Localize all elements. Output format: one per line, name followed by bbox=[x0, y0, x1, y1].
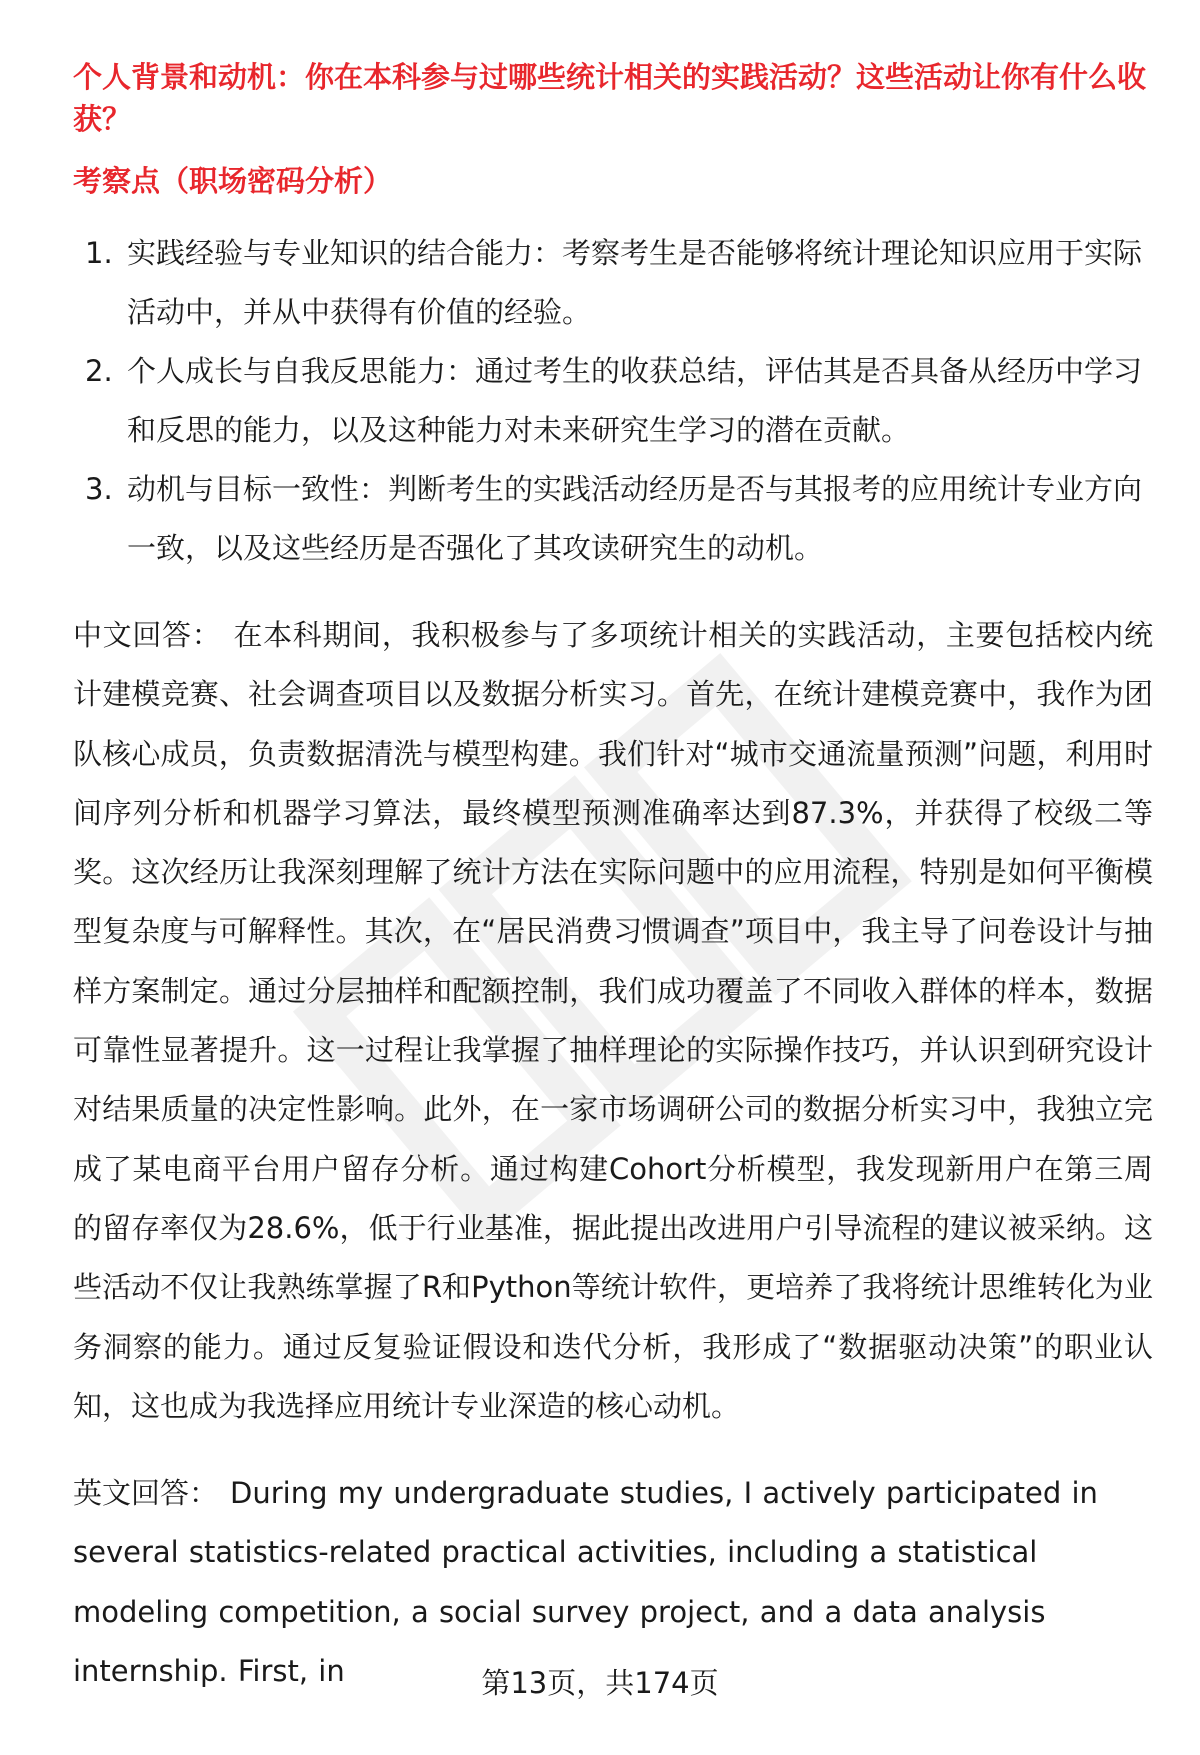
english-answer-text: During my undergraduate studies, I actively participated in several statistics-related practical activities, including a statistical modeling competition, a social survey project, and a data analysis internship. First, in bbox=[73, 1476, 1098, 1689]
list-item bbox=[73, 224, 1153, 342]
list-item-text: 个人成长与自我反思能力：通过考生的收获总结，评估其是否具备从经历中学习和反思的能力，以及这种能力对未来研究生学习的潜在贡献。 bbox=[127, 354, 1143, 447]
list-item bbox=[73, 460, 1153, 578]
question-title: 个人背景和动机：你在本科参与过哪些统计相关的实践活动？这些活动让你有什么收获？ bbox=[73, 60, 1147, 136]
list-item-text: 动机与目标一致性：判断考生的实践活动经历是否与其报考的应用统计专业方向一致，以及这些经历是否强化了其攻读研究生的动机。 bbox=[127, 472, 1143, 565]
english-answer-label: 英文回答： bbox=[73, 1476, 219, 1511]
chinese-answer-paragraph bbox=[73, 606, 1153, 1436]
analysis-points-list bbox=[73, 224, 1153, 578]
list-item-text: 实践经验与专业知识的结合能力：考察考生是否能够将统计理论知识应用于实际活动中，并从中获得有价值的经验。 bbox=[127, 236, 1143, 329]
chinese-answer-label: 中文回答： bbox=[73, 618, 222, 652]
list-item-number: 2. bbox=[85, 354, 113, 388]
list-item-number: 1. bbox=[85, 236, 113, 270]
list-item bbox=[73, 342, 1153, 460]
analysis-heading: 考察点（职场密码分析） bbox=[73, 164, 393, 198]
page-number-footer: 第13页，共174页 bbox=[481, 1666, 719, 1700]
chinese-answer-text: 在本科期间，我积极参与了多项统计相关的实践活动，主要包括校内统计建模竞赛、社会调查项目以及数据分析实习。首先，在统计建模竞赛中，我作为团队核心成员，负责数据清洗与模型构建。我们针对“城市交通流量预测”问题，利用时间序列分析和机器学习算法，最终模型预测准确率达到87.3%，并获得了校级二等奖。这次经历让我深刻理解了统计方法在实际问题中的应用流程，特别是如何平衡模型复杂度与可解释性。其次，在“居民消费习惯调查”项目中，我主导了问卷设计与抽样方案制定。通过分层抽样和配额控制，我们成功覆盖了不同收入群体的样本，数据可靠性显著提升。这一过程让我掌握了抽样理论的实际操作技巧，并认识到研究设计对结果质量的决定性影响。此外，在一家市场调研公司的数据分析实习中，我独立完成了某电商平台用户留存分析。通过构建Cohort分析模型，我发现新用户在第三周的留存率仅为28.6%，低于行业基准，据此提出改进用户引导流程的建议被采纳。这些活动不仅让我熟练掌握了R和Python等统计软件，更培养了我将统计思维转化为业务洞察的能力。通过反复验证假设和迭代分析，我形成了“数据驱动决策”的职业认知，这也成为我选择应用统计专业深造的核心动机。 bbox=[73, 618, 1153, 1423]
list-item-number: 3. bbox=[85, 472, 113, 506]
